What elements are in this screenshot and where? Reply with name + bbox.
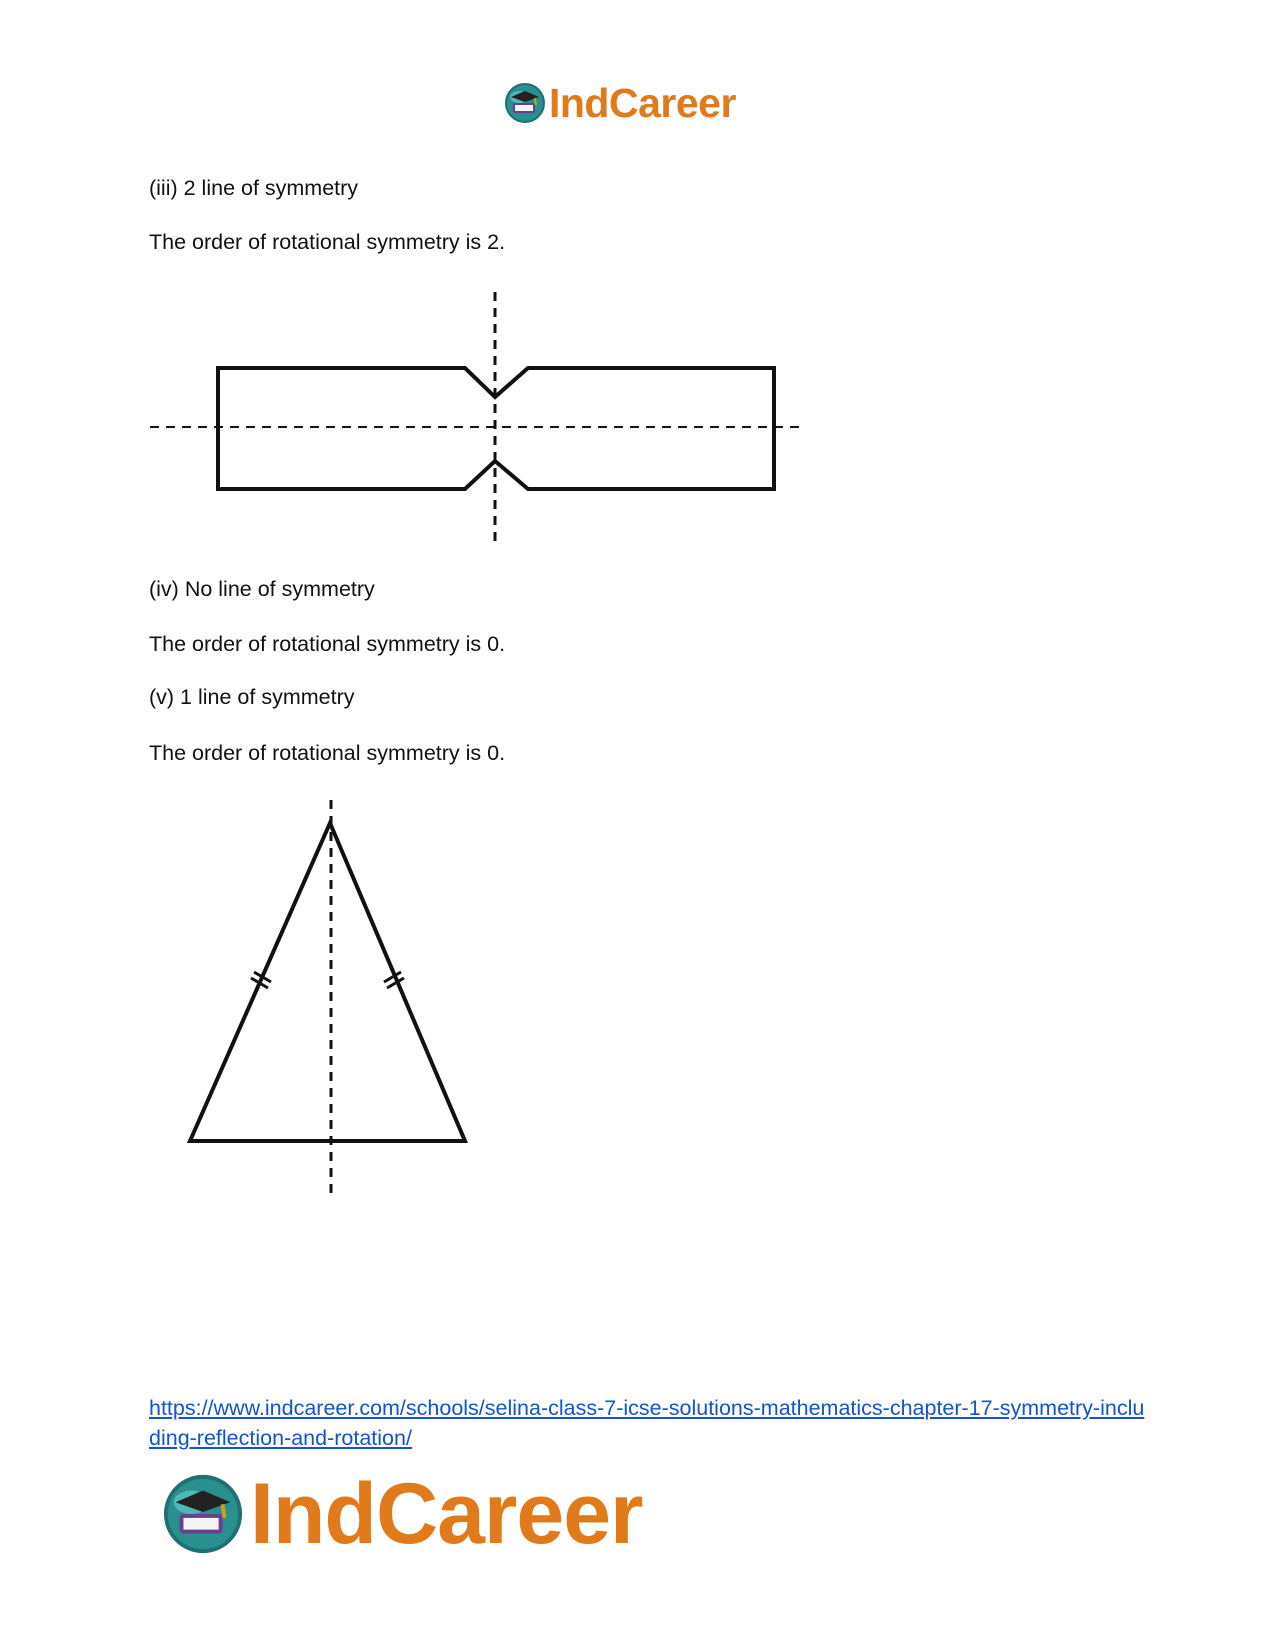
graduation-book-globe-icon <box>160 1471 246 1557</box>
header-logo-text: IndCareer <box>549 79 736 126</box>
item-iv-lines-text: (iv) No line of symmetry <box>149 577 375 601</box>
isosceles-triangle-shape <box>190 823 465 1141</box>
item-iii-order-text: The order of rotational symmetry is 2. <box>149 230 506 254</box>
footer-logo <box>160 1465 643 1562</box>
item-iii-lines-text: (iii) 2 line of symmetry <box>149 176 359 200</box>
item-v-order-text: The order of rotational symmetry is 0. <box>149 741 506 765</box>
footer-logo-text: IndCareer <box>250 1465 643 1562</box>
item-iv-order-text: The order of rotational symmetry is 0. <box>149 632 506 656</box>
footer-source-link[interactable]: https://www.indcareer.com/schools/selina-class-7-icse-solutions-mathematics-chapter-17-symmetry-including-reflection-and-rotation/ <box>149 1396 1145 1450</box>
item-v-lines-text: (v) 1 line of symmetry <box>149 685 355 709</box>
